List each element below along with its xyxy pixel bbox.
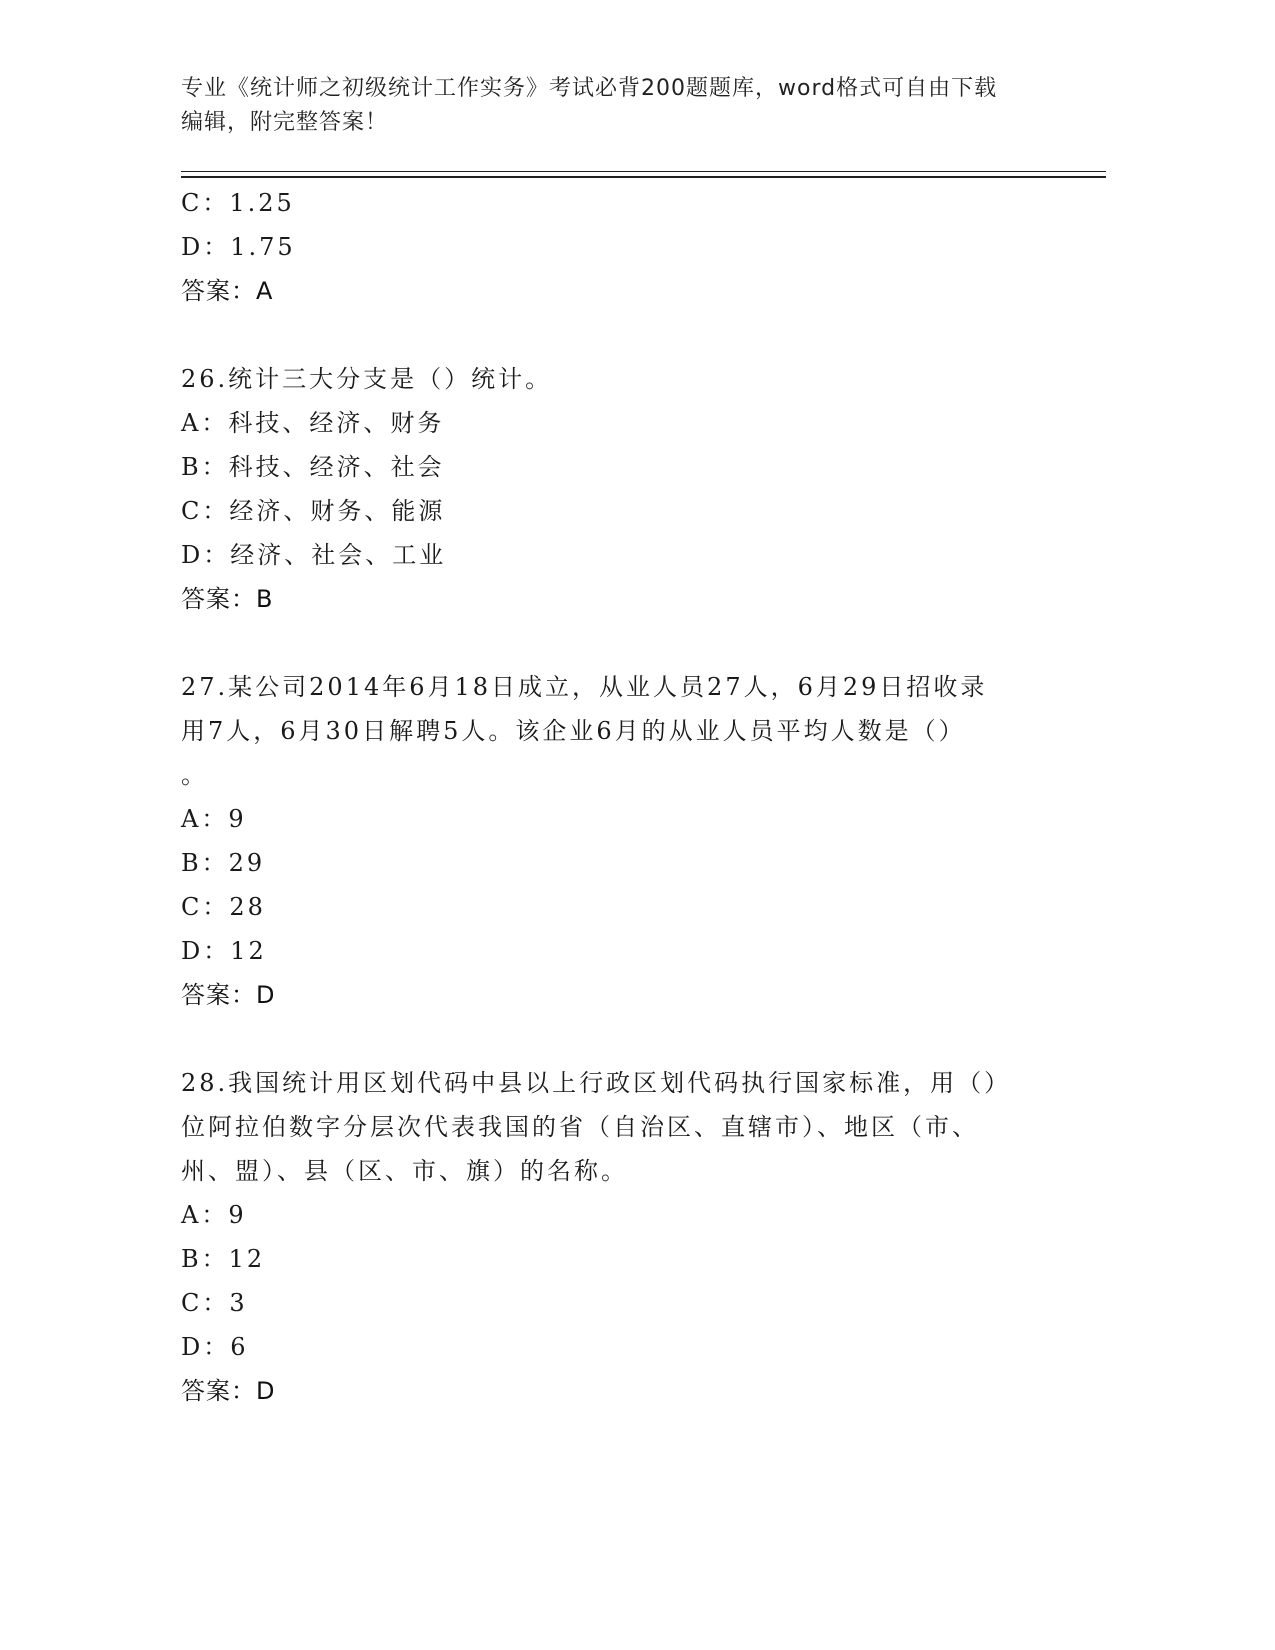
header-line-1: 专业《统计师之初级统计工作实务》考试必背200题题库，word格式可自由下载 (181, 76, 998, 101)
question-26 (181, 359, 1061, 623)
spacer (181, 315, 1061, 359)
header-rule-thin (181, 171, 1106, 172)
question-text-line-1: 28.我国统计用区划代码中县以上行政区划代码执行国家标准，用（） (181, 1069, 1012, 1097)
document-header (181, 72, 1081, 140)
question-text-line-3: 。 (181, 761, 208, 789)
option-a: A：科技、经济、财务 (181, 409, 445, 437)
answer-line: 答案：D (181, 981, 276, 1009)
question-content (181, 183, 1061, 1415)
option-b: B：12 (181, 1245, 266, 1273)
answer-line: 答案：A (181, 277, 274, 305)
header-line-2: 编辑，附完整答案！ (181, 110, 389, 135)
spacer (181, 623, 1061, 667)
question-text-line-1: 27.某公司2014年6月18日成立，从业人员27人，6月29日招收录 (181, 673, 988, 701)
option-c: C：28 (181, 893, 266, 921)
option-d: D：12 (181, 937, 267, 965)
option-d: D：1.75 (181, 233, 296, 261)
option-b: B：29 (181, 849, 266, 877)
option-c: C：经济、财务、能源 (181, 497, 446, 525)
option-c: C：1.25 (181, 189, 295, 217)
question-text-line-2: 用7人，6月30日解聘5人。该企业6月的从业人员平均人数是（） (181, 717, 966, 745)
option-a: A：9 (181, 1201, 247, 1229)
option-a: A：9 (181, 805, 247, 833)
prev-question-block (181, 183, 1061, 315)
option-c: C：3 (181, 1289, 248, 1317)
header-rule-thick (181, 176, 1106, 178)
question-text-line-3: 州、盟）、县（区、市、旗）的名称。 (181, 1157, 628, 1185)
question-text: 26.统计三大分支是（）统计。 (181, 365, 553, 393)
answer-line: 答案：B (181, 585, 274, 613)
option-b: B：科技、经济、社会 (181, 453, 445, 481)
answer-line: 答案：D (181, 1377, 276, 1405)
question-28 (181, 1063, 1061, 1415)
spacer (181, 1019, 1061, 1063)
question-27 (181, 667, 1061, 1019)
option-d: D：经济、社会、工业 (181, 541, 447, 569)
option-d: D：6 (181, 1333, 249, 1361)
question-text-line-2: 位阿拉伯数字分层次代表我国的省（自治区、直辖市）、地区（市、 (181, 1113, 979, 1141)
